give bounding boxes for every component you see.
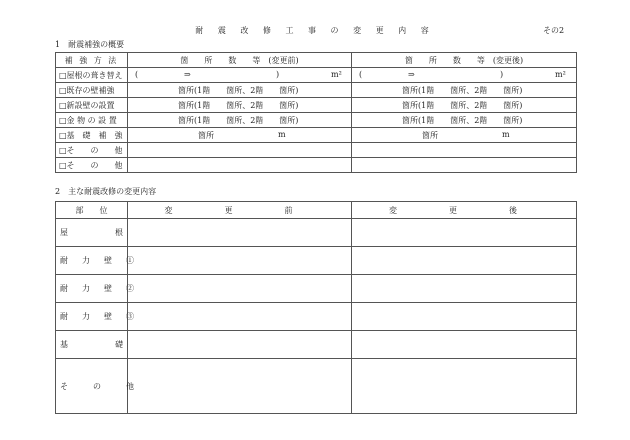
table-row	[56, 247, 577, 275]
before-cell[interactable]	[128, 247, 352, 275]
document-title: 耐 震 改 修 工 事 の 変 更 内 容	[195, 26, 435, 35]
unit-label: m	[502, 130, 510, 139]
roof-before-cell[interactable]: ( ⇒ ) m²	[128, 68, 352, 83]
table-row	[56, 303, 577, 331]
part-label: 耐 力 壁 ③	[56, 303, 128, 331]
table-header-row	[56, 53, 577, 68]
after-cell[interactable]	[352, 359, 577, 414]
table-row	[56, 68, 577, 83]
part-label: 耐 力 壁 ②	[56, 275, 128, 303]
header-after: 変 更 後	[352, 202, 577, 219]
table-row	[56, 275, 577, 303]
table-row	[56, 113, 577, 128]
roof-after-cell[interactable]: ( ⇒ ) m²	[352, 68, 577, 83]
hardware-before-cell[interactable]: 箇所(1階 箇所、2階 箇所)	[128, 113, 352, 128]
arrow-icon: ⇒	[184, 70, 191, 79]
other2-before-cell[interactable]	[128, 158, 352, 173]
after-cell[interactable]	[352, 303, 577, 331]
after-cell[interactable]	[352, 219, 577, 247]
header-before: 変 更 前	[128, 202, 352, 219]
before-cell[interactable]	[128, 219, 352, 247]
table-row	[56, 219, 577, 247]
new-wall-before-cell[interactable]: 箇所(1階 箇所、2階 箇所)	[128, 98, 352, 113]
header-before: 箇 所 数 等 (変更前)	[128, 53, 352, 68]
other1-after-cell[interactable]	[352, 143, 577, 158]
other2-after-cell[interactable]	[352, 158, 577, 173]
reinforcement-summary-table	[55, 52, 577, 173]
table-row	[56, 128, 577, 143]
before-cell[interactable]	[128, 359, 352, 414]
unit-label: m	[278, 130, 286, 139]
header-method: 補 強 方 法	[56, 53, 128, 68]
part-label: そ の 他	[56, 359, 128, 414]
row-label: □屋根の葺き替え	[56, 68, 128, 83]
header-part: 部 位	[56, 202, 128, 219]
existing-wall-after-cell[interactable]: 箇所(1階 箇所、2階 箇所)	[352, 83, 577, 98]
unit-label: m²	[555, 70, 566, 79]
table-header-row	[56, 202, 577, 219]
other1-before-cell[interactable]	[128, 143, 352, 158]
part-label: 基 礎	[56, 331, 128, 359]
table-row	[56, 143, 577, 158]
after-cell[interactable]	[352, 247, 577, 275]
after-cell[interactable]	[352, 331, 577, 359]
new-wall-after-cell[interactable]: 箇所(1階 箇所、2階 箇所)	[352, 98, 577, 113]
part-label: 屋 根	[56, 219, 128, 247]
foundation-after-cell[interactable]: 箇所 m	[352, 128, 577, 143]
page-number: その2	[543, 26, 565, 35]
change-details-table	[55, 201, 577, 414]
before-cell[interactable]	[128, 303, 352, 331]
table-row	[56, 98, 577, 113]
after-cell[interactable]	[352, 275, 577, 303]
row-label: □そ の 他	[56, 158, 128, 173]
row-label: □新設壁の設置	[56, 98, 128, 113]
table-row	[56, 83, 577, 98]
row-label: □そ の 他	[56, 143, 128, 158]
table-row	[56, 331, 577, 359]
table-row	[56, 158, 577, 173]
row-label: □金 物 の 設 置	[56, 113, 128, 128]
section1-heading: 1 耐震補強の概要	[55, 40, 125, 49]
header-after: 箇 所 数 等 (変更後)	[352, 53, 577, 68]
unit-label: m²	[331, 70, 342, 79]
row-label: □既存の壁補強	[56, 83, 128, 98]
arrow-icon: ⇒	[408, 70, 415, 79]
existing-wall-before-cell[interactable]: 箇所(1階 箇所、2階 箇所)	[128, 83, 352, 98]
before-cell[interactable]	[128, 275, 352, 303]
before-cell[interactable]	[128, 331, 352, 359]
table-row	[56, 359, 577, 414]
foundation-before-cell[interactable]: 箇所 m	[128, 128, 352, 143]
row-label: □基 礎 補 強	[56, 128, 128, 143]
hardware-after-cell[interactable]: 箇所(1階 箇所、2階 箇所)	[352, 113, 577, 128]
section2-heading: 2 主な耐震改修の変更内容	[55, 187, 157, 196]
part-label: 耐 力 壁 ①	[56, 247, 128, 275]
